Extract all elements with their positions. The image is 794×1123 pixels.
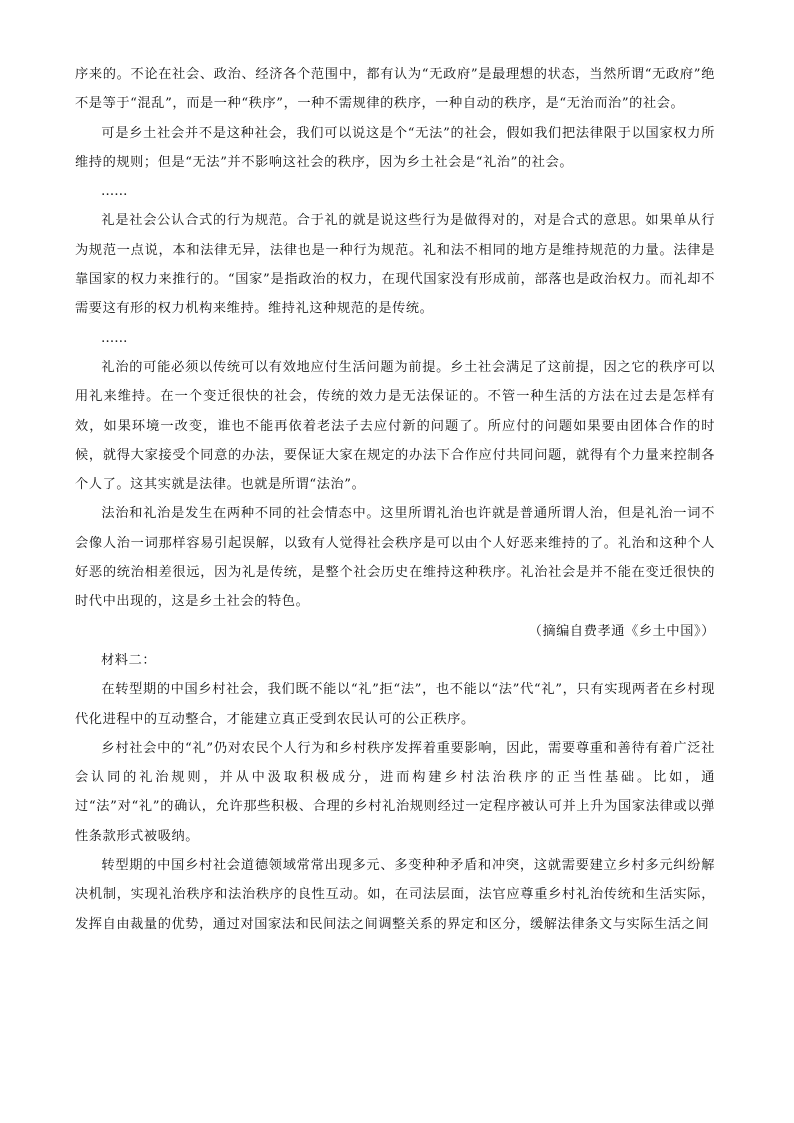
source-citation: （摘编自费孝通《乡土中国》） — [528, 623, 715, 639]
ellipsis-1: …… — [101, 184, 128, 200]
material-label: 材料二： — [101, 652, 157, 668]
paragraph-6: 在转型期的中国乡村社会，我们既不能以“礼”拒“法”，也不能以“法”代“礼”，只有实现两者在乡村现代化进程中的互动整合，才能建立真正受到农民认可的公正秩序。 — [75, 682, 715, 727]
paragraph-2: 可是乡土社会并不是这种社会，我们可以说这是个“无法”的社会，假如我们把法律限于以国家权力所维持的规则；但是“无法”并不影响这社会的秩序，因为乡土社会是“礼治”的社会。 — [75, 125, 715, 170]
paragraph-5: 法治和礼治是发生在两种不同的社会情态中。这里所谓礼治也许就是普通所谓人治，但是礼治一词不会像人治一词那样容易引起误解，以致有人觉得社会秩序是可以由个人好恶来维持的了。礼治和这种个人好恶的统治相差很远，因为礼是传统，是整个社会历史在维持这种秩序。礼治社会是并不能在变迁很快的时代中出现的，这是乡土社会的特色。 — [75, 506, 715, 610]
paragraph-4: 礼治的可能必须以传统可以有效地应付生活问题为前提。乡土社会满足了这前提，因之它的秩序可以用礼来维持。在一个变迁很快的社会，传统的效力是无法保证的。不管一种生活的方法在过去是怎样有效，如果环境一改变，谁也不能再依着老法子去应付新的问题了。所应付的问题如果要由团体合作的时候，就得大家接受个同意的办法，要保证大家在规定的办法下合作应付共同问题，就得有个力量来控制各个人了。这其实就是法律。也就是所谓“法治”。 — [75, 359, 715, 493]
paragraph-1: 序来的。不论在社会、政治、经济各个范围中，都有认为“无政府”是最理想的状态，当然所谓“无政府”绝不是等于“混乱”，而是一种“秩序”，一种不需规律的秩序，一种自动的秩序，是“无治而治”的社会。 — [75, 67, 715, 112]
paragraph-7: 乡村社会中的“礼”仍对农民个人行为和乡村秩序发挥着重要影响，因此，需要尊重和善待有着广泛社会认同的礼治规则，并从中汲取积极成分，进而构建乡村法治秩序的正当性基础。比如，通过“法”对“礼”的确认，允许那些积极、合理的乡村礼治规则经过一定程序被认可并上升为国家法律或以弹性条款形式被吸纳。 — [75, 740, 715, 844]
paragraph-3: 礼是社会公认合式的行为规范。合于礼的就是说这些行为是做得对的，对是合式的意思。如果单从行为规范一点说，本和法律无异，法律也是一种行为规范。礼和法不相同的地方是维持规范的力量。法律是靠国家的权力来推行的。“国家”是指政治的权力，在现代国家没有形成前，部落也是政治权力。而礼却不需要这有形的权力机构来维持。维持礼这种规范的是传统。 — [75, 213, 715, 317]
paragraph-8: 转型期的中国乡村社会道德领域常常出现多元、多变种种矛盾和冲突，这就需要建立乡村多元纠纷解决机制，实现礼治秩序和法治秩序的良性互动。如，在司法层面，法官应尊重乡村礼治传统和生活实际，发挥自由裁量的优势，通过对国家法和民间法之间调整关系的界定和区分，缓解法律条文与实际生活之间 — [75, 858, 715, 932]
document-body — [75, 60, 715, 939]
ellipsis-2: …… — [101, 330, 128, 346]
